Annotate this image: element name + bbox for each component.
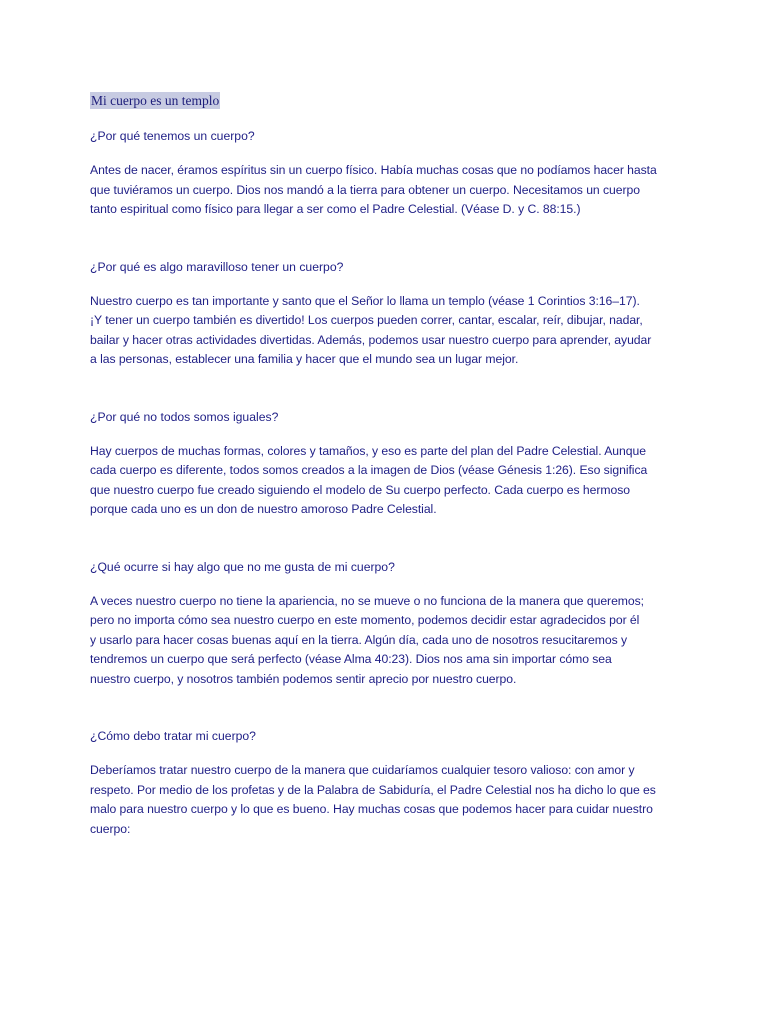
paragraph-line: cuerpo:	[90, 821, 131, 836]
paragraph-line: nuestro cuerpo, y nosotros también podemos sentir aprecio por nuestro cuerpo.	[90, 671, 517, 686]
paragraph-line: Deberíamos tratar nuestro cuerpo de la manera que cuidaríamos cualquier tesoro valioso: con amor y	[90, 763, 635, 777]
section-wonderful-body	[90, 258, 690, 370]
section-paragraph	[90, 292, 690, 370]
section-dislike-body	[90, 558, 690, 690]
paragraph-line: cada cuerpo es diferente, todos somos creados a la imagen de Dios (véase Génesis 1:26). Eso significa	[90, 463, 648, 477]
paragraph-line: respeto. Por medio de los profetas y de la Palabra de Sabiduría, el Padre Celestial nos ha dicho lo que es	[90, 782, 656, 797]
section-question: ¿Por qué no todos somos iguales?	[90, 409, 279, 424]
section-paragraph	[90, 592, 690, 690]
paragraph-line: que tuviéramos un cuerpo. Dios nos mandó a la tierra para obtener un cuerpo. Necesitamos un cuerpo	[90, 182, 640, 197]
section-why-body	[90, 127, 690, 220]
section-spacer	[90, 520, 690, 558]
paragraph-line: Antes de nacer, éramos espíritus sin un cuerpo físico. Había muchas cosas que no podíamos hacer hasta	[90, 163, 657, 177]
section-spacer	[90, 370, 690, 408]
paragraph-line: bailar y hacer otras actividades divertidas. Además, podemos usar nuestro cuerpo para aprender, ayudar	[90, 332, 652, 347]
section-treat-body	[90, 727, 690, 839]
paragraph-line: y usarlo para hacer cosas buenas aquí en la tierra. Algún día, cada uno de nosotros resucitaremos y	[90, 632, 628, 647]
document-content	[90, 92, 690, 839]
paragraph-line: Nuestro cuerpo es tan importante y santo que el Señor lo llama un templo (véase 1 Corintios 3:16–17).	[90, 293, 640, 308]
section-question: ¿Cómo debo tratar mi cuerpo?	[90, 729, 256, 743]
paragraph-line: que nuestro cuerpo fue creado siguiendo el modelo de Su cuerpo perfecto. Cada cuerpo es hermoso	[90, 482, 630, 497]
paragraph-line: porque cada uno es un don de nuestro amoroso Padre Celestial.	[90, 502, 437, 516]
paragraph-line: tanto espiritual como físico para llegar a ser como el Padre Celestial. (Véase D. y C. 88:15.)	[90, 202, 581, 216]
section-question: ¿Por qué es algo maravilloso tener un cuerpo?	[90, 259, 344, 274]
paragraph-line: Hay cuerpos de muchas formas, colores y tamaños, y eso es parte del plan del Padre Celestial. Aunque	[90, 443, 646, 458]
paragraph-line: malo para nuestro cuerpo y lo que es bueno. Hay muchas cosas que podemos hacer para cuidar nuestro	[90, 802, 653, 816]
section-question: ¿Por qué tenemos un cuerpo?	[90, 129, 255, 143]
section-question: ¿Qué ocurre si hay algo que no me gusta de mi cuerpo?	[90, 559, 395, 574]
section-paragraph	[90, 442, 690, 520]
paragraph-line: a las personas, establecer una familia y hacer que el mundo sea un lugar mejor.	[90, 352, 519, 366]
section-spacer	[90, 220, 690, 258]
title-row	[90, 92, 690, 109]
section-not-equal	[90, 408, 690, 520]
paragraph-line: pero no importa cómo sea nuestro cuerpo en este momento, podemos decidir estar agradecidos por él	[90, 613, 640, 627]
paragraph-line: ¡Y tener un cuerpo también es divertido! Los cuerpos pueden correr, cantar, escalar, reír, dibujar, nadar,	[90, 313, 643, 327]
paragraph-line: tendremos un cuerpo que será perfecto (véase Alma 40:23). Dios nos ama sin importar cómo sea	[90, 652, 612, 666]
document-title: Mi cuerpo es un templo	[91, 93, 220, 108]
section-paragraph	[90, 761, 690, 839]
paragraph-line: A veces nuestro cuerpo no tiene la apariencia, no se mueve o no funciona de la manera que queremos;	[90, 593, 645, 608]
section-paragraph	[90, 161, 690, 220]
section-spacer	[90, 689, 690, 727]
